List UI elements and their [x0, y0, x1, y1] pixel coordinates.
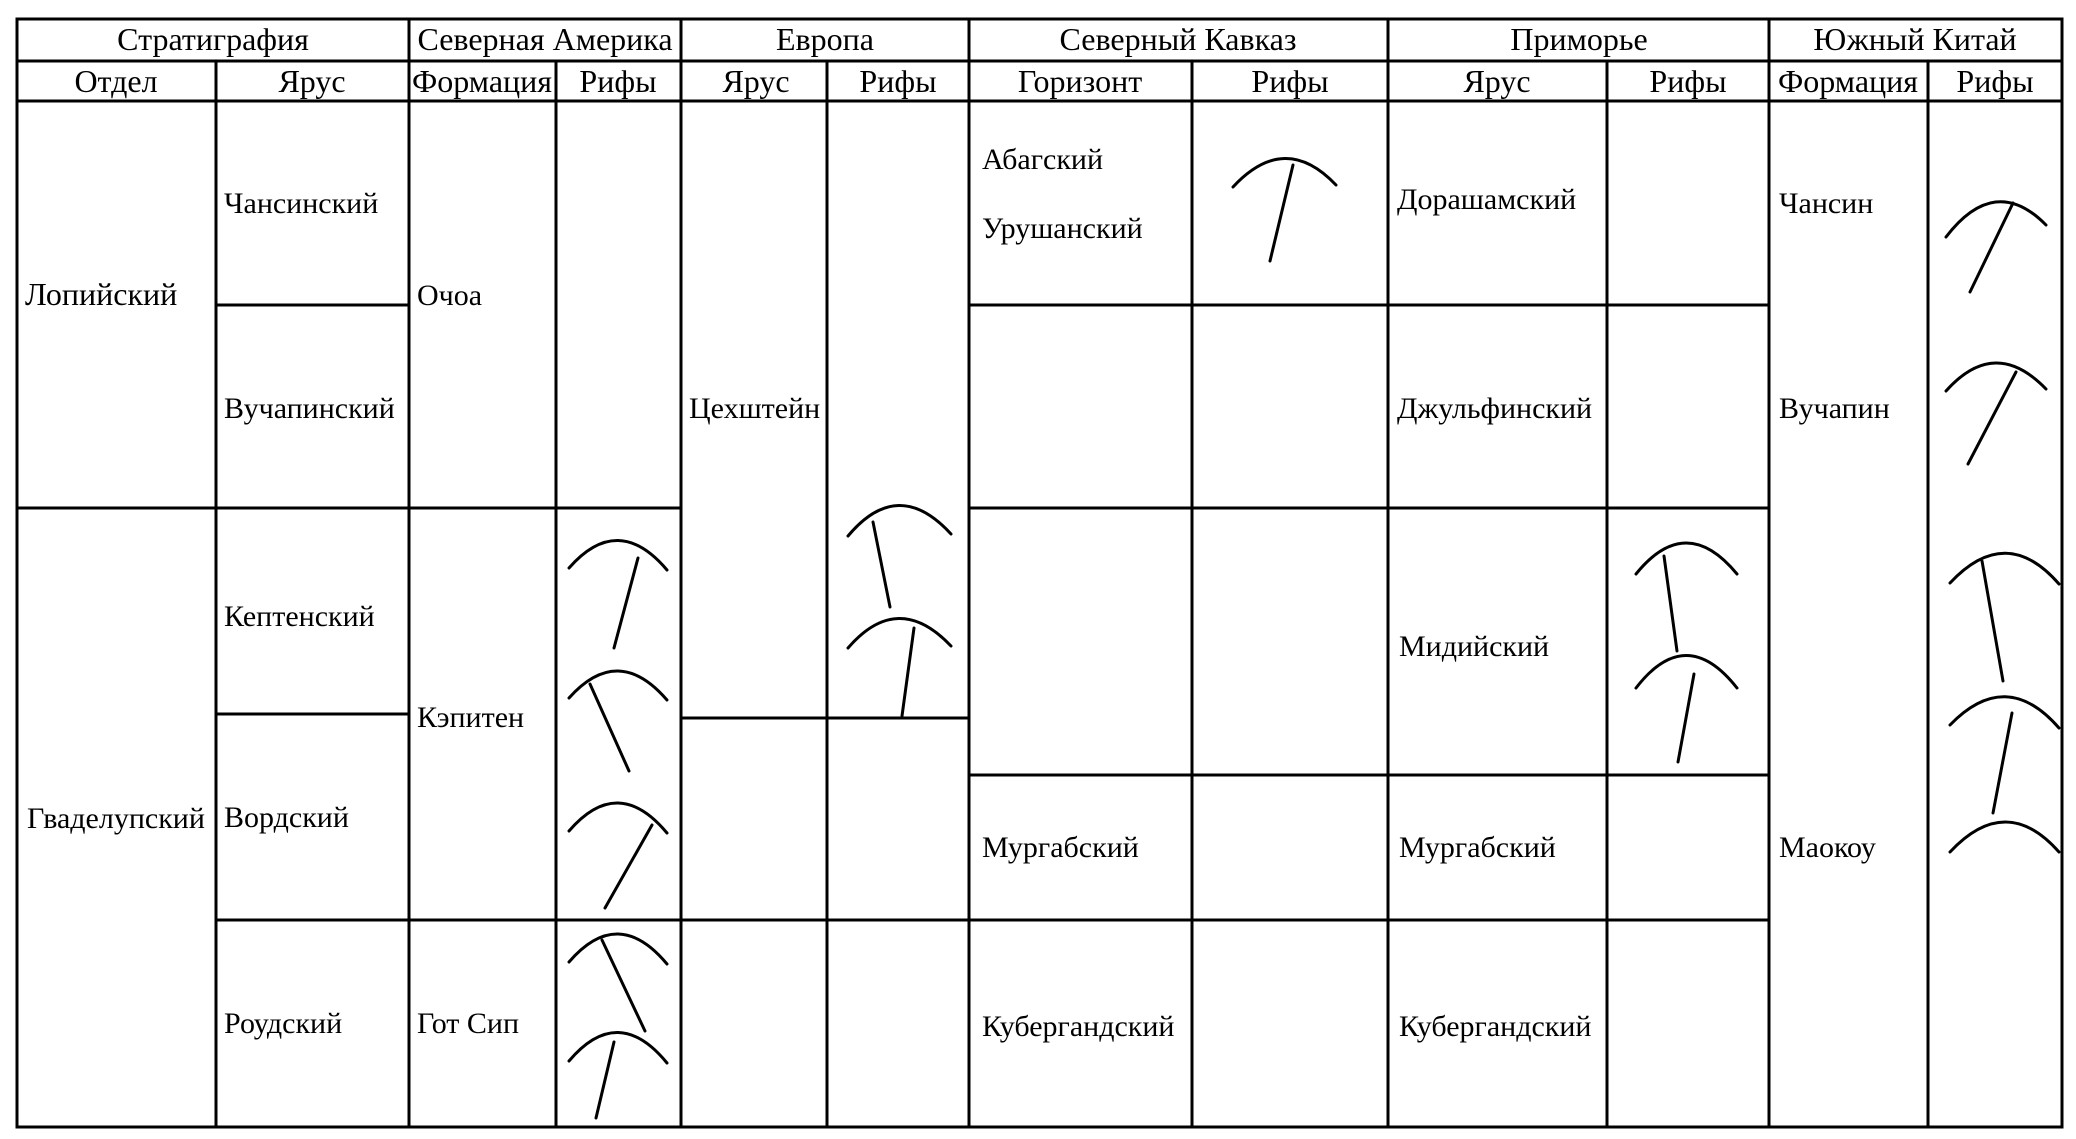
reef-icon-na-5 [569, 1032, 667, 1118]
nc-horizon-murgab: Мургабский [982, 831, 1139, 864]
nc-horizon-urushan: Урушанский [982, 212, 1143, 245]
column-header-na-reefs: Рифы [579, 63, 657, 99]
column-header-eu-stage: Ярус [722, 63, 790, 99]
header-south-china: Южный Китай [1813, 21, 2017, 57]
reef-icon-na-4 [569, 934, 667, 1031]
pr-stage-murgab: Мургабский [1399, 831, 1556, 864]
header-europe: Европа [776, 21, 874, 57]
header-north-caucasus: Северный Кавказ [1059, 21, 1297, 57]
division-lopingian: Лопийский [25, 276, 178, 312]
nc-horizon-abag: Абагский [982, 143, 1104, 176]
reef-icon-pr-2 [1636, 656, 1737, 763]
division-guadalupian: Гваделупский [27, 802, 205, 835]
column-header-sc-reefs: Рифы [1956, 63, 2034, 99]
pr-stage-kubergand: Кубергандский [1399, 1010, 1592, 1043]
sc-formation-changxing: Чансин [1779, 187, 1874, 220]
reef-icon-na-3 [569, 803, 667, 908]
column-header-nc-horizon: Горизонт [1017, 63, 1143, 99]
stage-changhsingian: Чансинский [224, 187, 379, 220]
reef-icon-na-1 [569, 540, 667, 648]
column-header-stage: Ярус [278, 63, 346, 99]
sc-formation-maokou: Маокоу [1779, 831, 1876, 864]
header-stratigraphy: Стратиграфия [117, 21, 309, 57]
header-primorye: Приморье [1510, 21, 1648, 57]
column-header-nc-reefs: Рифы [1251, 63, 1329, 99]
reef-icon-sc-1 [1946, 202, 2046, 292]
column-header-division: Отдел [74, 63, 158, 99]
stage-capitanian: Кептенский [224, 600, 375, 633]
reef-icon-sc-5 [1950, 822, 2059, 852]
stage-wordian: Вордский [224, 801, 349, 834]
table-grid [17, 19, 2062, 1127]
reef-icon-nc-1 [1233, 158, 1336, 261]
na-formation-capitan: Кэпитен [417, 701, 525, 734]
column-header-na-formation: Формация [412, 63, 552, 99]
eu-stage-zechstein: Цехштейн [689, 392, 821, 425]
na-formation-goat-seep: Гот Сип [417, 1007, 520, 1040]
reef-icon-pr-1 [1636, 543, 1737, 651]
column-header-eu-reefs: Рифы [859, 63, 937, 99]
sc-formation-wuchiaping: Вучапин [1779, 392, 1890, 425]
stage-roadian: Роудский [224, 1007, 343, 1040]
reef-icon-eu-2 [848, 618, 951, 716]
pr-stage-dzhulfian: Джульфинский [1397, 392, 1593, 425]
header-north-america: Северная Америка [417, 21, 673, 57]
reef-icon-sc-3 [1950, 553, 2059, 681]
reef-icon-na-2 [569, 671, 667, 771]
stage-wuchiapingian: Вучапинский [224, 392, 395, 425]
na-formation-ochoa: Очоа [417, 279, 483, 312]
table-border [17, 19, 2062, 1127]
reef-icon-sc-2 [1946, 363, 2046, 464]
nc-horizon-kubergand: Кубергандский [982, 1010, 1175, 1043]
column-header-pr-stage: Ярус [1463, 63, 1531, 99]
pr-stage-midian: Мидийский [1399, 630, 1550, 663]
pr-stage-dorashamian: Дорашамский [1397, 183, 1577, 216]
reef-icon-eu-1 [848, 505, 951, 607]
column-header-sc-formation: Формация [1778, 63, 1918, 99]
reef-icon-sc-4 [1950, 697, 2059, 813]
column-header-pr-reefs: Рифы [1649, 63, 1727, 99]
